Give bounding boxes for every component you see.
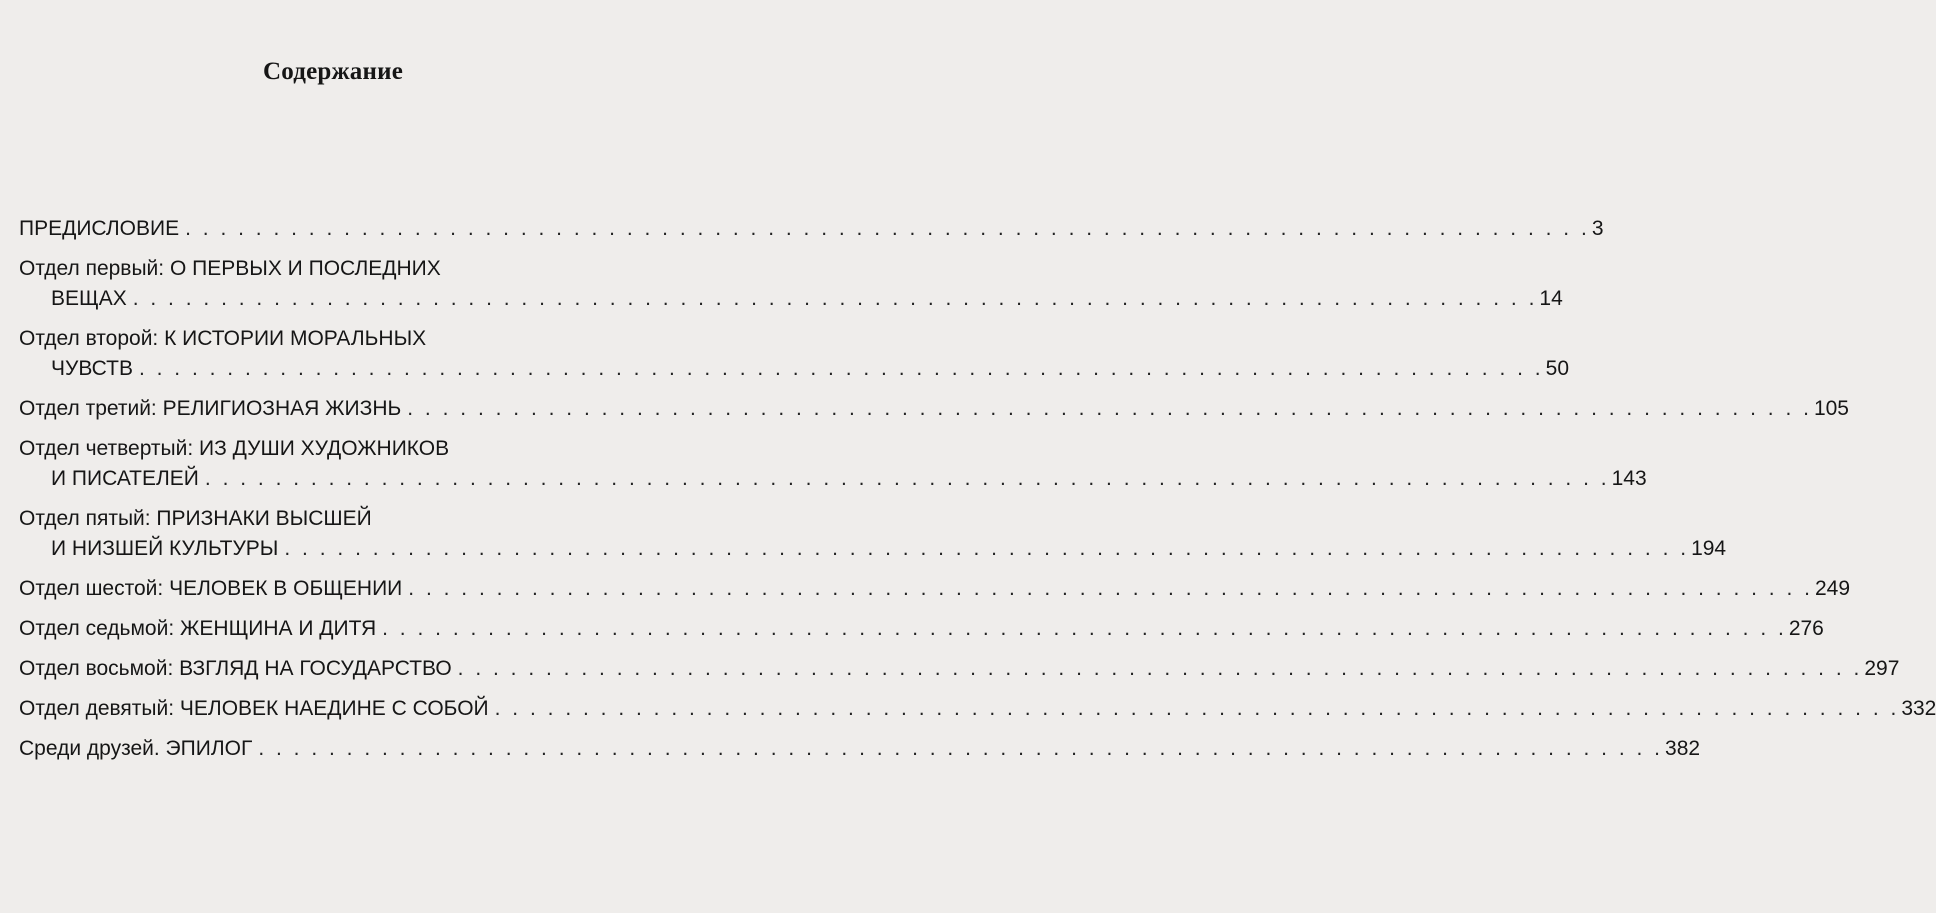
page-title: Содержание	[262, 58, 403, 85]
toc-entry-text: ПРЕДИСЛОВИЕ	[19, 217, 180, 240]
toc-entry-text: Отдел первый: О ПЕРВЫХ И ПОСЛЕДНИХ	[19, 257, 441, 280]
toc-entry-continuation-line	[19, 284, 1563, 314]
toc-entry-heading-line	[19, 734, 1701, 764]
toc-entry	[19, 694, 1936, 724]
toc-entry-heading-line	[19, 214, 1604, 244]
toc-page-number: 14	[1539, 287, 1563, 310]
toc-entry-text: Отдел шестой: ЧЕЛОВЕК В ОБЩЕНИИ	[19, 577, 403, 600]
dot-leader: . . . . . . . . . . . . . . . . . . . . . . . . . . . . . . . . . . . . . . . . . . . . . . . . . . . . . . . . . . . . . . . . . . . . . . . . . . . . . . . .	[457, 657, 1863, 680]
toc-entry	[19, 394, 1849, 424]
toc-entry	[19, 654, 1900, 684]
toc-entry-text: Отдел седьмой: ЖЕНЩИНА И ДИТЯ	[19, 617, 377, 640]
toc-page-number: 194	[1691, 537, 1727, 560]
toc-entry-heading-line	[19, 694, 1936, 724]
toc-entry-text: ВЕЩАХ	[51, 287, 127, 310]
toc-page-number: 382	[1665, 737, 1701, 760]
dot-leader: . . . . . . . . . . . . . . . . . . . . . . . . . . . . . . . . . . . . . . . . . . . . . . . . . . . . . . . . . . . . . . . . . . . . . . . . . . . . . . . .	[494, 697, 1900, 720]
toc-page-number: 276	[1788, 617, 1824, 640]
toc-entry	[19, 254, 1563, 314]
toc-entry-text: Отдел четвертый: ИЗ ДУШИ ХУДОЖНИКОВ	[19, 437, 450, 460]
toc-page-number: 332	[1901, 697, 1936, 720]
toc-entry-text: Среди друзей. ЭПИЛОГ	[19, 737, 253, 760]
toc-entry-heading-line	[19, 654, 1900, 684]
toc-page-number: 3	[1591, 217, 1604, 240]
toc-entry-continuation-line	[19, 354, 1569, 384]
toc-entry-continuation-line	[19, 464, 1647, 494]
toc-page-number: 249	[1814, 577, 1851, 600]
toc-entry-heading-line	[19, 394, 1849, 424]
toc-entry-text: Отдел девятый: ЧЕЛОВЕК НАЕДИНЕ С СОБОЙ	[19, 697, 489, 720]
toc-page-number: 143	[1611, 467, 1647, 490]
dot-leader: . . . . . . . . . . . . . . . . . . . . . . . . . . . . . . . . . . . . . . . . . . . . . . . . . . . . . . . . . . . . . . . . . . . . . . . . . . . . . . . .	[138, 357, 1544, 380]
toc-entry-heading-line	[19, 324, 585, 354]
toc-entry-text: Отдел пятый: ПРИЗНАКИ ВЫСШЕЙ	[19, 507, 372, 530]
toc-entry-text: Отдел восьмой: ВЗГЛЯД НА ГОСУДАРСТВО	[19, 657, 452, 680]
toc-page-number: 297	[1864, 657, 1900, 680]
toc-entry	[19, 614, 1824, 644]
toc-entry-continuation-line	[19, 534, 1727, 564]
dot-leader: . . . . . . . . . . . . . . . . . . . . . . . . . . . . . . . . . . . . . . . . . . . . . . . . . . . . . . . . . . . . . . . . . . . . . . . . . . . . . . . .	[204, 467, 1610, 490]
toc-entry	[19, 574, 1851, 604]
toc-entry-heading-line	[19, 434, 585, 464]
toc-entry-heading-line	[19, 614, 1824, 644]
toc-entry	[19, 214, 1604, 244]
dot-leader: . . . . . . . . . . . . . . . . . . . . . . . . . . . . . . . . . . . . . . . . . . . . . . . . . . . . . . . . . . . . . . . . . . . . . . . . . . . . . . . .	[284, 537, 1690, 560]
dot-leader: . . . . . . . . . . . . . . . . . . . . . . . . . . . . . . . . . . . . . . . . . . . . . . . . . . . . . . . . . . . . . . . . . . . . . . . . . . . . . . . .	[132, 287, 1538, 310]
toc-entry	[19, 734, 1701, 764]
toc-entry	[19, 434, 1647, 494]
dot-leader: . . . . . . . . . . . . . . . . . . . . . . . . . . . . . . . . . . . . . . . . . . . . . . . . . . . . . . . . . . . . . . . . . . . . . . . . . . . . . . . .	[382, 617, 1787, 640]
toc-page-number: 50	[1545, 357, 1569, 380]
toc-entry-text: И НИЗШЕЙ КУЛЬТУРЫ	[51, 537, 279, 560]
dot-leader: . . . . . . . . . . . . . . . . . . . . . . . . . . . . . . . . . . . . . . . . . . . . . . . . . . . . . . . . . . . . . . . . . . . . . . . . . . . . . . . .	[407, 397, 1812, 420]
toc-entry-text: Отдел второй: К ИСТОРИИ МОРАЛЬНЫХ	[19, 327, 427, 350]
toc-entry-heading-line	[19, 254, 585, 284]
toc-entry	[19, 324, 1569, 384]
toc-entry-text: ЧУВСТВ	[51, 357, 133, 380]
toc-page-number: 105	[1813, 397, 1849, 420]
toc-entry-text: Отдел третий: РЕЛИГИОЗНАЯ ЖИЗНЬ	[19, 397, 402, 420]
toc-entry-text: И ПИСАТЕЛЕЙ	[51, 467, 199, 490]
table-of-contents	[19, 214, 1936, 774]
dot-leader: . . . . . . . . . . . . . . . . . . . . . . . . . . . . . . . . . . . . . . . . . . . . . . . . . . . . . . . . . . . . . . . . . . . . . . . . . . . . . . . .	[185, 217, 1590, 240]
toc-entry-heading-line	[19, 574, 1851, 604]
toc-entry	[19, 504, 1727, 564]
dot-leader: . . . . . . . . . . . . . . . . . . . . . . . . . . . . . . . . . . . . . . . . . . . . . . . . . . . . . . . . . . . . . . . . . . . . . . . . . . . . . . . .	[408, 577, 1813, 600]
dot-leader: . . . . . . . . . . . . . . . . . . . . . . . . . . . . . . . . . . . . . . . . . . . . . . . . . . . . . . . . . . . . . . . . . . . . . . . . . . . . . . . .	[258, 737, 1664, 760]
toc-entry-heading-line	[19, 504, 585, 534]
